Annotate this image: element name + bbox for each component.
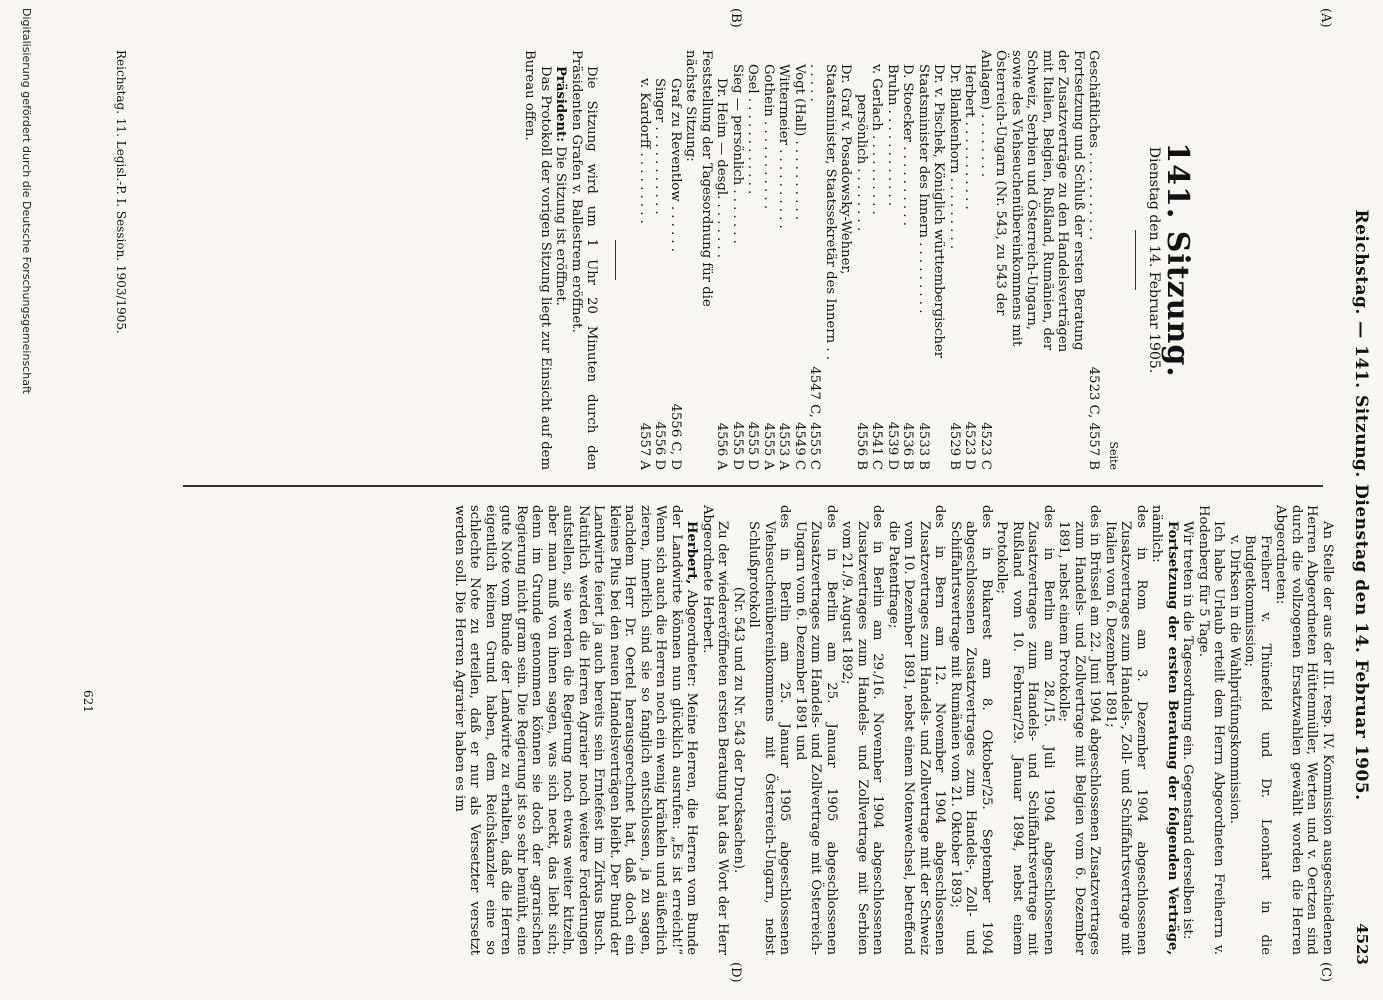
left-column bbox=[522, 50, 1335, 470]
toc-row bbox=[683, 50, 714, 470]
toc-page-ref: 4523 D bbox=[962, 421, 978, 470]
seite-label: Seite bbox=[1107, 441, 1120, 470]
president-paragraph bbox=[553, 50, 569, 470]
digitalisation-note: Digitalisierung gefördert durch die Deutsche Forschungsgemeinschaft bbox=[20, 8, 33, 394]
toc-row bbox=[947, 50, 963, 470]
toc-row bbox=[761, 50, 777, 470]
running-head: Reichstag. — 141. Sitzung. Dienstag den 14. Februar 1905. bbox=[1351, 209, 1371, 801]
toc-entry-text: Vogt (Hall) . . . . . . . . . . bbox=[792, 64, 807, 221]
speech-text: Abgeordneter: Meine Herren, die Herren vom Bunde der Landwirte können nun glücklich ausrufen: „Es ist erreicht!“ Wenn sich auch die Herren noch ein wenig kränkeln und äußerlich zieren, innerlich sind sie so fanglich entschlossen, ja zu sagen, nachdem Herr Dr. Oertel herausgerechnet hat, daß doch ein kleines Plus bei den neuen Handelsverträgen bleibt. Der Bund der Landwirte feiert ja auch bereits sein Erntefest im Zirkus Busch. Natürlich werden die Herren Agrarier noch weitere Forderungen aufstellen, sie werden die Regierung noch etwas weiter kitzeln, aber man muß von ihnen sagen, was sich neckt, das liebt sich; denn im Grunde genommen können sie doch der agrarischen Regierung nicht gram sein. Die Regierung ist so sehr bemüht, eine gute Note vom Bunde der Landwirte zu erhalten, daß die Herren eigentlich keinen Grund haben, dem Reichskanzler eine so schlechte Note zu erteilen, daß er nur als Versetzter versetzt werden soll. Die Herren Agrarier haben es im bbox=[452, 505, 700, 955]
toc-row bbox=[854, 50, 870, 470]
toc-entry-text: Dr. Blankenhorn . . . . . . . . . bbox=[947, 64, 962, 250]
toc-entry-text: Graf zu Reventlow . . . . . . bbox=[668, 78, 683, 252]
page-number: 4523 bbox=[1353, 923, 1371, 965]
toc-page-ref: 4555 D bbox=[745, 421, 761, 470]
treaty-item: des in Berlin am 29./16. November 1904 abgeschlossenen Zusatzvertrages zum Handels- und Zollvertrage mit Serbien vom 21./9. August 1892; bbox=[839, 505, 886, 955]
commission-list-2: v. Dirksen in die Wahlprüfungskommission. bbox=[1227, 535, 1242, 825]
treaty-item: des in Berlin am 28./15. Juli 1904 abgeschlossenen Zusatzvertrages zum Handels- und Schiffahrtsvertrage mit Rußland vom 10. Februar/29. Januar 1894, nebst einem Protokolle; bbox=[994, 505, 1056, 955]
toc-page-ref: 4536 B bbox=[900, 422, 916, 470]
toc-entry-text: Fortsetzung und Schluß der ersten Beratung der Zusatzverträge zu den Handelsverträgen mit Italien, Belgien, Rußland, Rumänien, der Schweiz, Serbien und Österreich-Ungarn, sowie des Viehseuchenübereinkommens mit Österreich-Ungarn (Nr. 543, zu 543 der Anlagen) . . . . . . . . bbox=[978, 50, 1086, 353]
footer-session: Reichstag. 11. Legisl.-P. I. Session. 1903/1905. bbox=[114, 50, 128, 334]
toc-page-ref: 4555 D bbox=[730, 421, 745, 470]
treaty-item: des in Berlin am 25. Januar 1905 abgeschlossenen Zusatzvertrages zum Handels- und Zollvertrage mit Österreich-Ungarn vom 6. Dezember 1891 und bbox=[793, 505, 839, 955]
toc-entry-text: Wittermeier . . . . . . . . . . bbox=[776, 64, 792, 229]
toc-page-ref: 4555 A bbox=[761, 422, 776, 470]
toc-page-ref: 4556 A bbox=[714, 422, 730, 470]
toc-row bbox=[745, 50, 761, 470]
toc-row bbox=[916, 50, 947, 470]
toc-page-ref: 4529 B bbox=[947, 422, 962, 470]
table-of-contents bbox=[637, 50, 1102, 470]
toc-entry-text: Gothein . . . . . . . . . . . bbox=[761, 64, 776, 210]
margin-mark-a: (A) bbox=[1318, 8, 1333, 28]
speaker-name: Herbert, bbox=[684, 521, 700, 585]
agenda-bold: Fortsetzung der ersten Beratung der folgenden Verträge, bbox=[1165, 521, 1180, 955]
toc-page-ref: 4556 B bbox=[854, 422, 869, 470]
treaty-item: des in Bukarest am 8. Oktober/25. September 1904 abgeschlossenen Zusatzvertrages zum Handels-, Zoll- und Schiffahrtsvertrage mit Rumänien vom 21. Oktober 1893; bbox=[948, 505, 994, 955]
toc-entry-text: Dr. v. Pischek, Königlich württembergischer Staatsminister des Innern . . . . . . . . . bbox=[916, 64, 947, 359]
toc-entry-text: Feststellung der Tagesordnung für die nächste Sitzung: bbox=[683, 50, 714, 307]
toc-row bbox=[776, 50, 792, 470]
toc-page-ref bbox=[683, 360, 714, 470]
toc-entry-text: v. Kardorff . . . . . . . . . bbox=[637, 78, 652, 224]
margin-mark-b: (B) bbox=[728, 8, 743, 28]
treaty-item: des in Bern am 12. November 1904 abgeschlossenen Zusatzvertrages zum Handels- und Zollvertrage mit der Schweiz vom 10. Dezember 1891, nebst einem Notenwechsel, betreffend die Patentfrage; bbox=[886, 505, 948, 955]
toc-entry-text: Herbert . . . . . . . . . . . bbox=[962, 64, 978, 210]
toc-entry-text: Bruhn . . . . . . . . . . . . bbox=[885, 64, 900, 207]
toc-entry-text: v. Gerlach . . . . . . . . . . bbox=[869, 64, 885, 215]
toc-row bbox=[869, 50, 885, 470]
toc-page-ref: 4556 C, D bbox=[668, 403, 683, 470]
toc-row bbox=[900, 50, 916, 470]
session-title: 141. Sitzung. bbox=[1160, 142, 1195, 378]
treaty-item: des in Brüssel am 22. Juni 1904 abgeschlossenen Zusatzvertrages zum Handels- und Zollvertrage mit Belgien vom 6. Dezember 1891, nebst einem Protokolle; bbox=[1056, 505, 1103, 955]
toc-page-ref: 4523 C bbox=[978, 422, 993, 470]
toc-page-ref: 4549 C bbox=[792, 422, 807, 470]
margin-mark-c: (C) bbox=[1318, 962, 1333, 983]
treaty-list bbox=[746, 505, 1149, 955]
speech-paragraph bbox=[452, 505, 700, 955]
toc-row bbox=[978, 50, 1087, 470]
toc-entry-text: Osel . . . . . . . . . . . . bbox=[745, 64, 761, 195]
margin-mark-d: (D) bbox=[728, 962, 743, 983]
toc-page-ref: 4523 C, 4557 B bbox=[1086, 366, 1102, 470]
toc-row bbox=[792, 50, 808, 470]
agenda-paragraph: Wir treten in die Tagesordnung ein. Gegenstand derselben ist: bbox=[1180, 521, 1196, 940]
toc-page-ref: 4539 D bbox=[885, 421, 900, 470]
floor-paragraph: Zu der wiedereröffneten ersten Beratung hat das Wort der Herr Abgeordnete Herbert. bbox=[700, 505, 731, 955]
toc-page-ref: 4556 D bbox=[652, 421, 668, 470]
toc-row bbox=[885, 50, 901, 470]
treaty-item: des in Rom am 3. Dezember 1904 abgeschlossenen Zusatzvertrages zum Handels-, Zoll- und Schiffahrtsvertrage mit Italien vom 6. Dezember 1891; bbox=[1103, 505, 1149, 955]
treaty-item: des in Berlin am 25. Januar 1905 abgeschlossenen Viehseuchenübereinkommens mit Österreich-Ungarn, nebst Schlußprotokoll bbox=[746, 505, 793, 955]
speaker-label: Präsident: bbox=[553, 66, 569, 143]
session-date: Dienstag den 14. Februar 1905. bbox=[1146, 146, 1163, 374]
toc-row bbox=[714, 50, 730, 470]
agenda-rest: nämlich: bbox=[1149, 505, 1165, 563]
divider-rule bbox=[616, 240, 617, 280]
commission-paragraph: An Stelle der aus der III. resp. IV. Kommission ausgeschiedenen Herren Abgeordneten Hüttenmüller, Werten und v. Oertzen sind durch die vollzogenen Ersatzwahlen gewählt worden die Herren Abgeordneten: bbox=[1273, 505, 1335, 955]
toc-row bbox=[668, 50, 684, 470]
agenda-heading bbox=[1149, 505, 1180, 955]
president-text: Die Sitzung ist eröffnet. bbox=[553, 146, 569, 306]
toc-page-ref: 4557 A bbox=[637, 422, 652, 470]
toc-entry-text: Dr. Graf v. Posadowsky-Wehner, Staatsminister, Staatssekretär des Innern . . . . . . . bbox=[807, 64, 854, 360]
toc-entry-text: persönlich . . . . . . . . bbox=[854, 94, 869, 232]
toc-page-ref: 4541 C bbox=[869, 422, 885, 470]
divider-rule bbox=[1135, 230, 1136, 290]
toc-entry-text: D. Stoecker . . . . . . . . . . bbox=[900, 64, 916, 226]
toc-entry-text: Geschäftliches . . . . . . . . . . . bbox=[1086, 50, 1102, 241]
toc-row bbox=[807, 50, 854, 470]
toc-entry-text: Dr. Heim — desgl. . . . . . . . bbox=[714, 78, 730, 258]
column-divider bbox=[183, 485, 1323, 487]
opening-paragraph: Die Sitzung wird um 1 Uhr 20 Minuten durch den Präsidenten Grafen v. Ballestrem eröffnet. bbox=[569, 50, 600, 470]
protocol-paragraph: Das Protokoll der vorigen Sitzung liegt zur Einsicht auf dem Bureau offen. bbox=[522, 50, 553, 470]
toc-row bbox=[1086, 50, 1102, 470]
toc-row bbox=[730, 50, 746, 470]
right-column bbox=[452, 505, 1336, 955]
drucksache-note: (Nr. 543 und zu Nr. 543 der Drucksachen). bbox=[731, 586, 746, 874]
toc-page-ref: 4547 C, 4555 C bbox=[807, 366, 823, 470]
toc-row bbox=[652, 50, 668, 470]
toc-row bbox=[962, 50, 978, 470]
toc-entry-text: Sieg — persönlich . . . . . . . bbox=[730, 64, 745, 244]
page-header bbox=[1347, 45, 1371, 965]
toc-page-ref: 4533 B bbox=[916, 422, 931, 470]
toc-page-ref: 4553 A bbox=[776, 422, 792, 470]
leave-paragraph: Ich habe Urlaub erteilt dem Herrn Abgeordneten Freiherrn v. Hodenberg für 5 Tage. bbox=[1196, 505, 1227, 955]
footer-sheet-number: 621 bbox=[81, 690, 95, 713]
toc-entry-text: Singer . . . . . . . . . . . bbox=[652, 78, 668, 215]
commission-list-1: Freiherr v. Thünefeld und Dr. Leonhart in die Budgetkommission; bbox=[1242, 535, 1273, 955]
toc-row bbox=[637, 50, 653, 470]
